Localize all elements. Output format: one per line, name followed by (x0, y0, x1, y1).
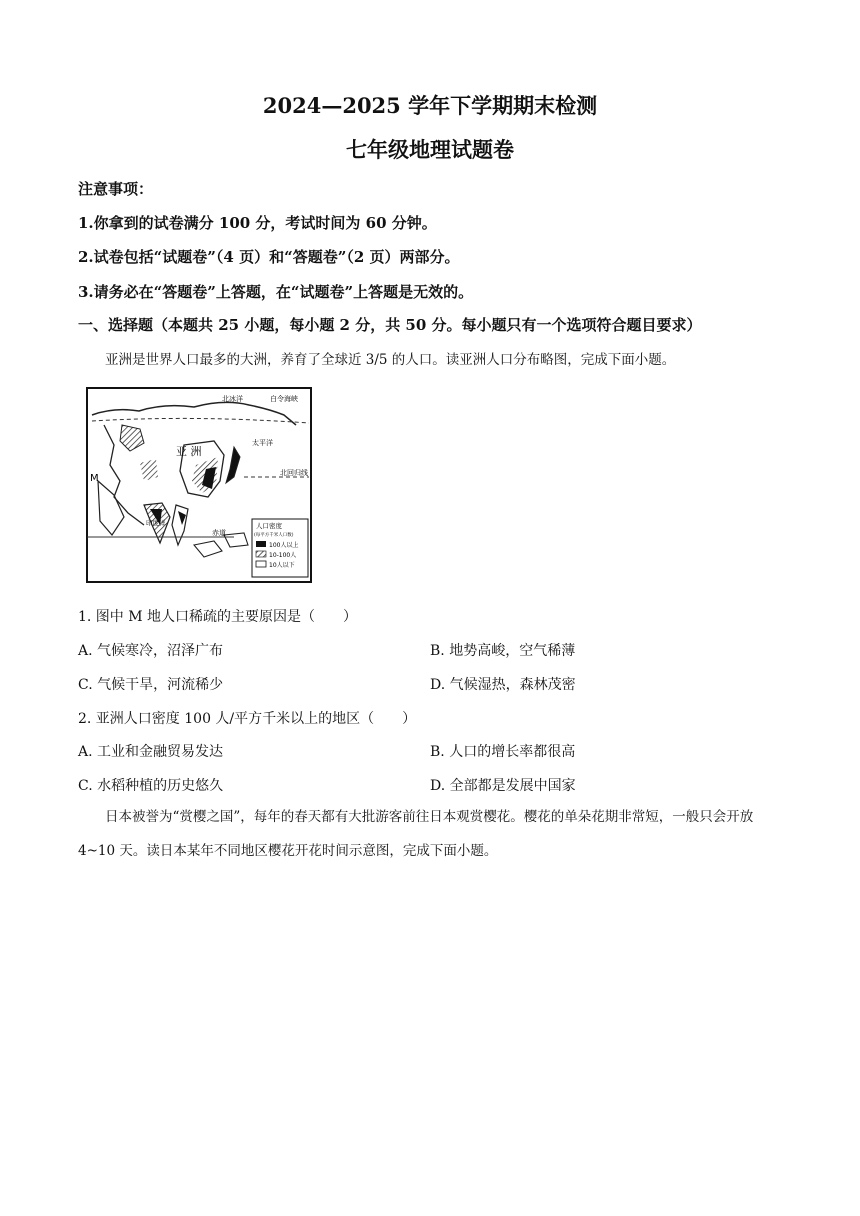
notice-item-2: 2.试卷包括“试题卷”（4 页）和“答题卷”（2 页）两部分。 (78, 248, 460, 266)
question-1-option-c[interactable]: C. 气候干旱，河流稀少 (78, 677, 224, 693)
legend-title: 人口密度 (256, 522, 282, 530)
question-2-option-d[interactable]: D. 全部都是发展中国家 (430, 778, 576, 794)
question-2-option-c[interactable]: C. 水稻种植的历史悠久 (78, 778, 224, 794)
legend-item-high: 100人以上 (269, 542, 299, 549)
map-label-tropic: 北回归线 (280, 469, 308, 477)
intro-paragraph-2: 日本被誉为“赏樱之国”，每年的春天都有大批游客前往日本观赏樱花。樱花的单朵花期非常短，一般只会开放 4~10 天。读日本某年不同地区樱花开花时间示意图，完成下面小题。 (78, 809, 754, 859)
exam-subtitle: 七年级地理试题卷 (346, 137, 514, 162)
asia-population-map (84, 385, 314, 585)
map-label-pacific: 太平洋 (252, 439, 273, 447)
legend-item-low: 10人以下 (269, 562, 295, 569)
legend-unit: (每平方千米人口数) (254, 533, 294, 538)
question-2-option-b[interactable]: B. 人口的增长率都很高 (430, 744, 576, 760)
map-label-bering: 白令海峡 (270, 395, 298, 403)
question-1-option-a[interactable]: A. 气候寒冷，沼泽广布 (78, 643, 224, 659)
map-label-continent: 亚 洲 (176, 445, 202, 458)
legend-item-mid: 10-100人 (269, 552, 297, 559)
section-heading: 一、选择题（本题共 25 小题，每小题 2 分，共 50 分。每小题只有一个选项符合题目要求） (78, 316, 702, 334)
intro-paragraph-1: 亚洲是世界人口最多的大洲，养育了全球近 3/5 的人口。读亚洲人口分布略图，完成下面小题。 (105, 352, 676, 368)
notice-heading: 注意事项： (78, 180, 154, 198)
question-2-option-a[interactable]: A. 工业和金融贸易发达 (78, 744, 224, 760)
question-1-option-b[interactable]: B. 地势高峻，空气稀薄 (430, 643, 576, 659)
question-1-option-d[interactable]: D. 气候湿热，森林茂密 (430, 677, 576, 693)
question-2-stem: 2. 亚洲人口密度 100 人/平方千米以上的地区（ ） (78, 711, 417, 727)
map-label-equator: 赤道 (212, 529, 226, 537)
map-label-indian: 印度洋 (146, 519, 166, 527)
map-label-arctic: 北冰洋 (222, 395, 243, 403)
question-1-stem: 1. 图中 M 地人口稀疏的主要原因是（ ） (78, 609, 358, 625)
notice-item-3: 3.请务必在“答题卷”上答题，在“试题卷”上答题是无效的。 (78, 283, 474, 301)
map-label-m: M (90, 473, 99, 484)
exam-title: 2024—2025 学年下学期期末检测 (262, 93, 598, 118)
map-legend (252, 519, 308, 577)
notice-item-1: 1.你拿到的试卷满分 100 分，考试时间为 60 分钟。 (78, 214, 437, 232)
